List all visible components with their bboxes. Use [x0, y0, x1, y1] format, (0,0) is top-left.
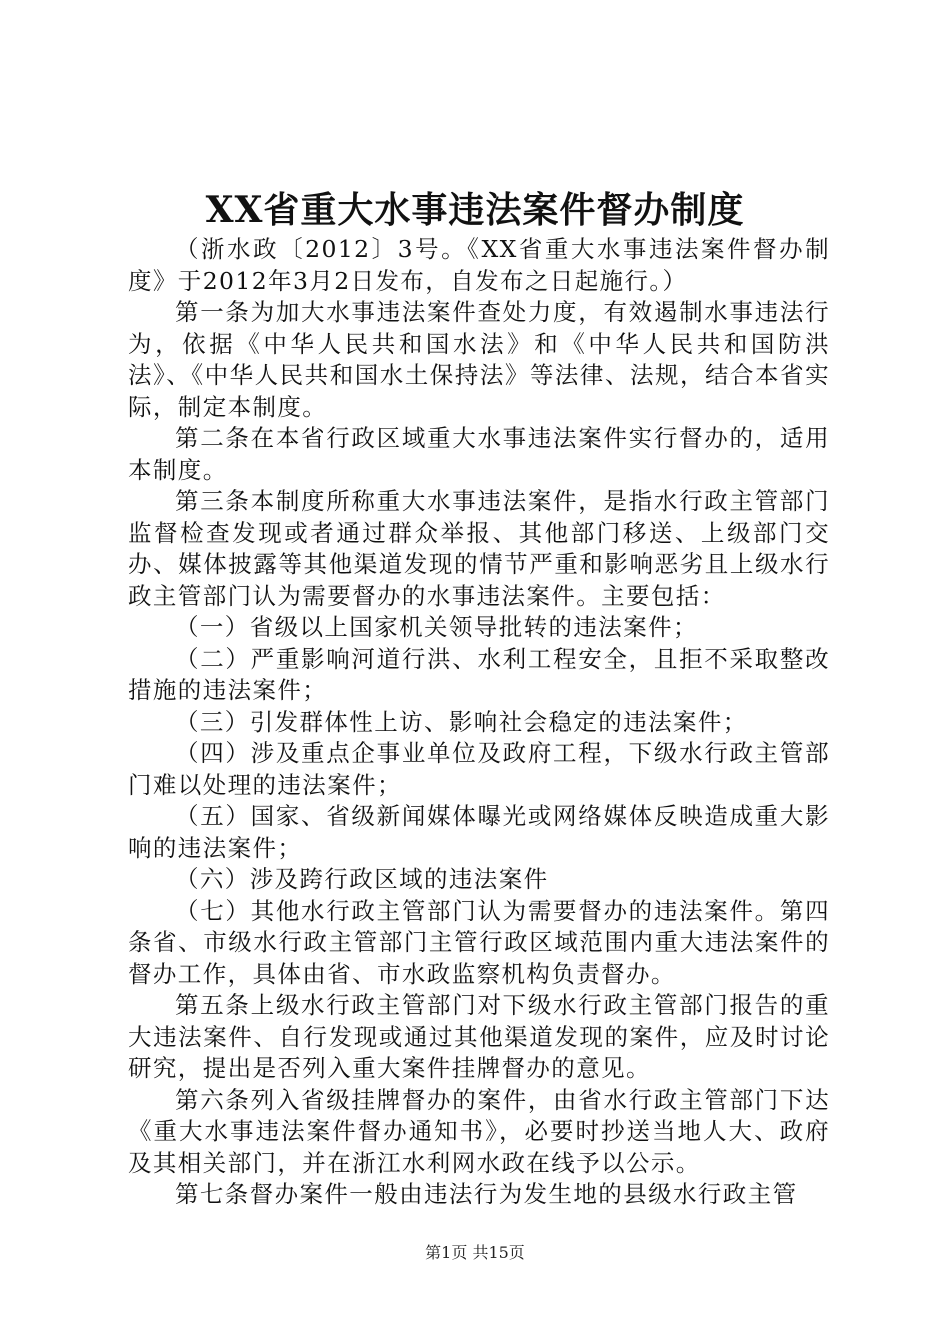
- list-item-6: （六）涉及跨行政区域的违法案件: [175, 865, 549, 893]
- paragraph-article-3: 第三条本制度所称重大水事违法案件，是指水行政主管部门监督检查发现或者通过群众举报、其他部门移送、上级部门交办、媒体披露等其他渠道发现的情节严重和影响恶劣且上级水行政主管部门认为需要督办的水事违法案件。主要包括：: [128, 487, 830, 610]
- list-item-7-and-article-4: （七）其他水行政主管部门认为需要督办的违法案件。第四条省、市级水行政主管部门主管行政区域范围内重大违法案件的督办工作，具体由省、市水政监察机构负责督办。: [128, 896, 830, 988]
- list-item-2: （二）严重影响河道行洪、水利工程安全，且拒不采取整改措施的违法案件；: [128, 644, 830, 704]
- paragraph-article-1: 第一条为加大水事违法案件查处力度，有效遏制水事违法行为，依据《中华人民共和国水法》和《中华人民共和国防洪法》、《中华人民共和国水土保持法》等法律、法规，结合本省实际，制定本制度。: [128, 298, 830, 421]
- page-number-footer: 第1页 共15页: [425, 1243, 525, 1262]
- paragraph-article-2: 第二条在本省行政区域重大水事违法案件实行督办的，适用本制度。: [128, 424, 830, 484]
- list-item-4: （四）涉及重点企事业单位及政府工程，下级水行政主管部门难以处理的违法案件；: [128, 739, 830, 799]
- document-title: XX省重大水事违法案件督办制度: [205, 189, 745, 231]
- list-item-3: （三）引发群体性上访、影响社会稳定的违法案件；: [175, 707, 748, 736]
- paragraph-article-7: 第七条督办案件一般由违法行为发生地的县级水行政主管: [175, 1180, 798, 1208]
- list-item-1: （一）省级以上国家机关领导批转的违法案件；: [175, 613, 698, 641]
- paragraph-article-6: 第六条列入省级挂牌督办的案件，由省水行政主管部门下达《重大水事违法案件督办通知书》，必要时抄送当地人大、政府及其相关部门，并在浙江水利网水政在线予以公示。: [128, 1085, 830, 1177]
- paragraph-article-5: 第五条上级水行政主管部门对下级水行政主管部门报告的重大违法案件、自行发现或通过其他渠道发现的案件，应及时讨论研究，提出是否列入重大案件挂牌督办的意见。: [128, 991, 830, 1082]
- list-item-5: （五）国家、省级新闻媒体曝光或网络媒体反映造成重大影响的违法案件；: [128, 802, 830, 862]
- document-body: [128, 234, 830, 1211]
- paragraph-preamble: （浙水政〔2012〕3号。《XX省重大水事违法案件督办制度》于2012年3月2日发布，自发布之日起施行。）: [128, 235, 830, 295]
